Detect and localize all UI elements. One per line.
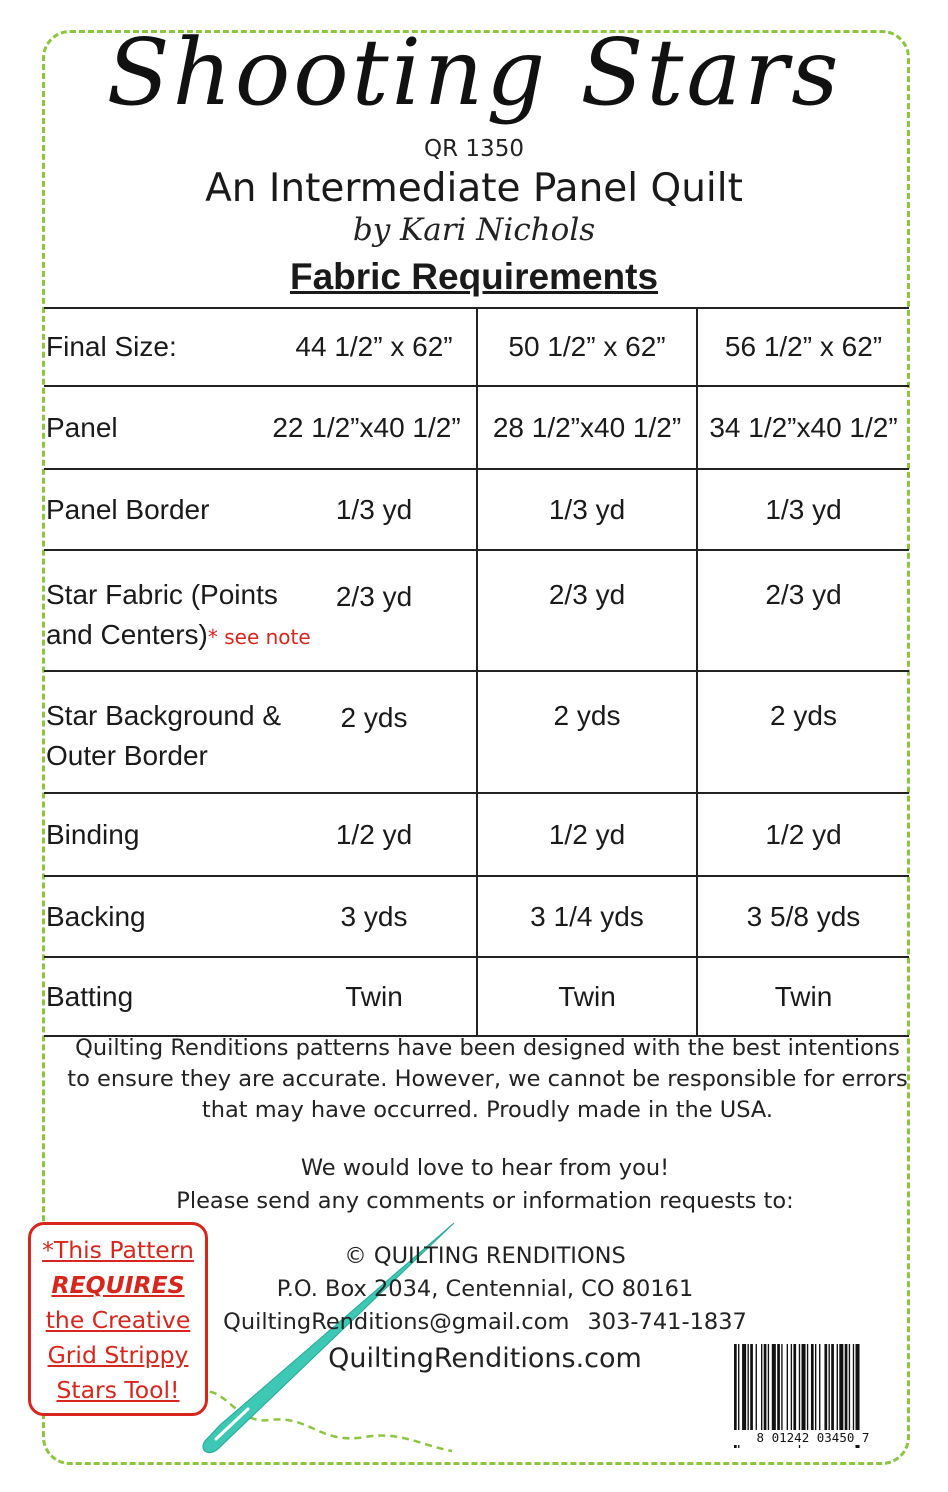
table-cell	[477, 550, 697, 671]
barcode-bar	[802, 1344, 806, 1436]
table-cell	[44, 308, 477, 386]
row-label: Backing	[46, 901, 146, 932]
email-phone-line	[215, 1306, 755, 1339]
fabric-requirements-heading: Fabric Requirements	[289, 256, 659, 297]
yardage-value: 1/2 yd	[477, 793, 697, 876]
table-cell	[44, 793, 477, 876]
phone-number: 303-741-1837	[587, 1309, 747, 1335]
notice-line: *This Pattern	[42, 1236, 194, 1264]
barcode-bar	[807, 1344, 808, 1436]
yardage-value: 2/3 yd	[548, 579, 626, 610]
table-cell	[44, 957, 477, 1036]
yardage-value: 1/3 yd	[335, 493, 413, 525]
row-label: Panel	[46, 412, 118, 443]
barcode-bar	[764, 1344, 767, 1436]
row-label: Batting	[46, 981, 134, 1012]
yardage-value: 1/3 yd	[477, 469, 697, 550]
barcode-bar	[742, 1344, 746, 1436]
barcode-bar	[839, 1344, 843, 1436]
table-row-backing	[44, 876, 909, 957]
row-label-line-1: Star Fabric (Points	[46, 579, 278, 610]
barcode-bar	[787, 1344, 788, 1436]
company-name: © QUILTING RENDITIONS	[344, 1243, 626, 1269]
barcode-bar	[748, 1344, 749, 1436]
yardage-value: 1/2 yd	[697, 793, 909, 876]
size-value: 28 1/2”x40 1/2”	[477, 386, 697, 469]
pattern-title: Shooting Stars	[106, 19, 842, 126]
barcode-bar	[845, 1344, 848, 1436]
disclaimer-text	[50, 1033, 925, 1126]
yardage-value: 2/3 yd	[765, 579, 842, 610]
notice-line: Stars Tool!	[56, 1376, 180, 1404]
barcode-bar	[793, 1344, 796, 1436]
barcode-bar	[781, 1344, 782, 1436]
yardage-value: 1/3 yd	[697, 469, 909, 550]
mailing-address: P.O. Box 2034, Centennial, CO 80161	[276, 1276, 694, 1302]
table-row-final-size	[44, 308, 909, 386]
yardage-value: 1/2 yd	[335, 818, 413, 850]
batting-value: Twin	[477, 957, 697, 1036]
barcode-bar	[756, 1344, 757, 1436]
table-row-panel-border	[44, 469, 909, 550]
notice-line: Grid Strippy	[47, 1341, 189, 1369]
barcode-bar	[791, 1344, 792, 1436]
contact-block	[215, 1240, 755, 1379]
barcode-bar	[829, 1344, 830, 1436]
table-cell	[697, 550, 909, 671]
table-cell	[44, 550, 477, 671]
fabric-requirements-table	[44, 307, 909, 1037]
barcode-bar	[750, 1344, 753, 1436]
size-value: 56 1/2” x 62”	[697, 308, 909, 386]
yardage-value: 2 yds	[770, 700, 837, 731]
tool-requirement-notice	[28, 1222, 208, 1416]
batting-value: Twin	[697, 957, 909, 1036]
barcode-bar	[831, 1344, 834, 1436]
table-cell	[477, 671, 697, 793]
size-value: 22 1/2”x40 1/2”	[272, 411, 461, 443]
row-label: Panel Border	[46, 494, 210, 525]
barcode-bar	[811, 1344, 814, 1436]
table-cell	[697, 671, 909, 793]
row-label-line-1: Star Background &	[46, 700, 282, 731]
row-label-line-2: Outer Border	[46, 740, 208, 771]
table-cell	[44, 386, 477, 469]
barcode-bar	[837, 1344, 838, 1436]
row-label: Final Size:	[46, 331, 177, 362]
email-address: QuiltingRenditions@gmail.com	[223, 1309, 570, 1335]
pattern-code: QR 1350	[424, 136, 524, 162]
barcode-bar	[824, 1344, 827, 1436]
barcode-bar	[849, 1344, 850, 1436]
pattern-subtitle: An Intermediate Panel Quilt	[205, 166, 743, 211]
yardage-value: 3 1/4 yds	[477, 876, 697, 957]
disclaimer-line: Quilting Renditions patterns have been designed with the best intentions	[75, 1035, 900, 1061]
size-value: 44 1/2” x 62”	[295, 331, 453, 362]
size-value: 34 1/2”x40 1/2”	[697, 386, 909, 469]
website-url: QuiltingRenditions.com	[328, 1343, 642, 1374]
disclaimer-line: that may have occurred. Proudly made in the USA.	[201, 1097, 774, 1123]
row-label-line-2	[44, 615, 476, 657]
barcode-bar	[761, 1344, 762, 1436]
yardage-value: 2 yds	[340, 702, 408, 733]
table-cell	[44, 469, 477, 550]
table-row-star-background	[44, 671, 909, 793]
row-label-text: and Centers)	[46, 619, 208, 650]
contact-intro	[0, 1152, 948, 1218]
notice-line: the Creative	[45, 1306, 191, 1334]
contact-intro-line: We would love to hear from you!	[300, 1155, 670, 1181]
disclaimer-line: to ensure they are accurate. However, we cannot be responsible for errors	[67, 1066, 908, 1092]
yardage-value: 3 5/8 yds	[697, 876, 909, 957]
table-row-star-fabric	[44, 550, 909, 671]
see-note-marker: * see note	[207, 625, 311, 649]
table-row-binding	[44, 793, 909, 876]
barcode-bar	[777, 1344, 780, 1436]
notice-line-emphasis: REQUIRES	[51, 1271, 185, 1299]
row-label: Binding	[46, 819, 140, 850]
barcode-bar	[772, 1344, 776, 1436]
yardage-value: 3 yds	[340, 900, 408, 932]
table-row-batting	[44, 957, 909, 1036]
table-cell	[44, 876, 477, 957]
contact-intro-line: Please send any comments or information requests to:	[176, 1188, 794, 1214]
barcode-bar	[768, 1344, 769, 1436]
barcode-bar	[853, 1344, 854, 1436]
table-row-panel	[44, 386, 909, 469]
size-value: 50 1/2” x 62”	[477, 308, 697, 386]
table-cell	[44, 671, 477, 793]
yardage-value: 2 yds	[553, 700, 621, 731]
yardage-value: 2/3 yd	[335, 581, 413, 612]
barcode-bar	[819, 1344, 820, 1436]
batting-value: Twin	[345, 980, 403, 1012]
barcode-number: 8 01242 03450 7	[728, 1430, 898, 1445]
barcode-bar	[815, 1344, 816, 1436]
designer-byline: by Kari Nichols	[352, 212, 596, 248]
